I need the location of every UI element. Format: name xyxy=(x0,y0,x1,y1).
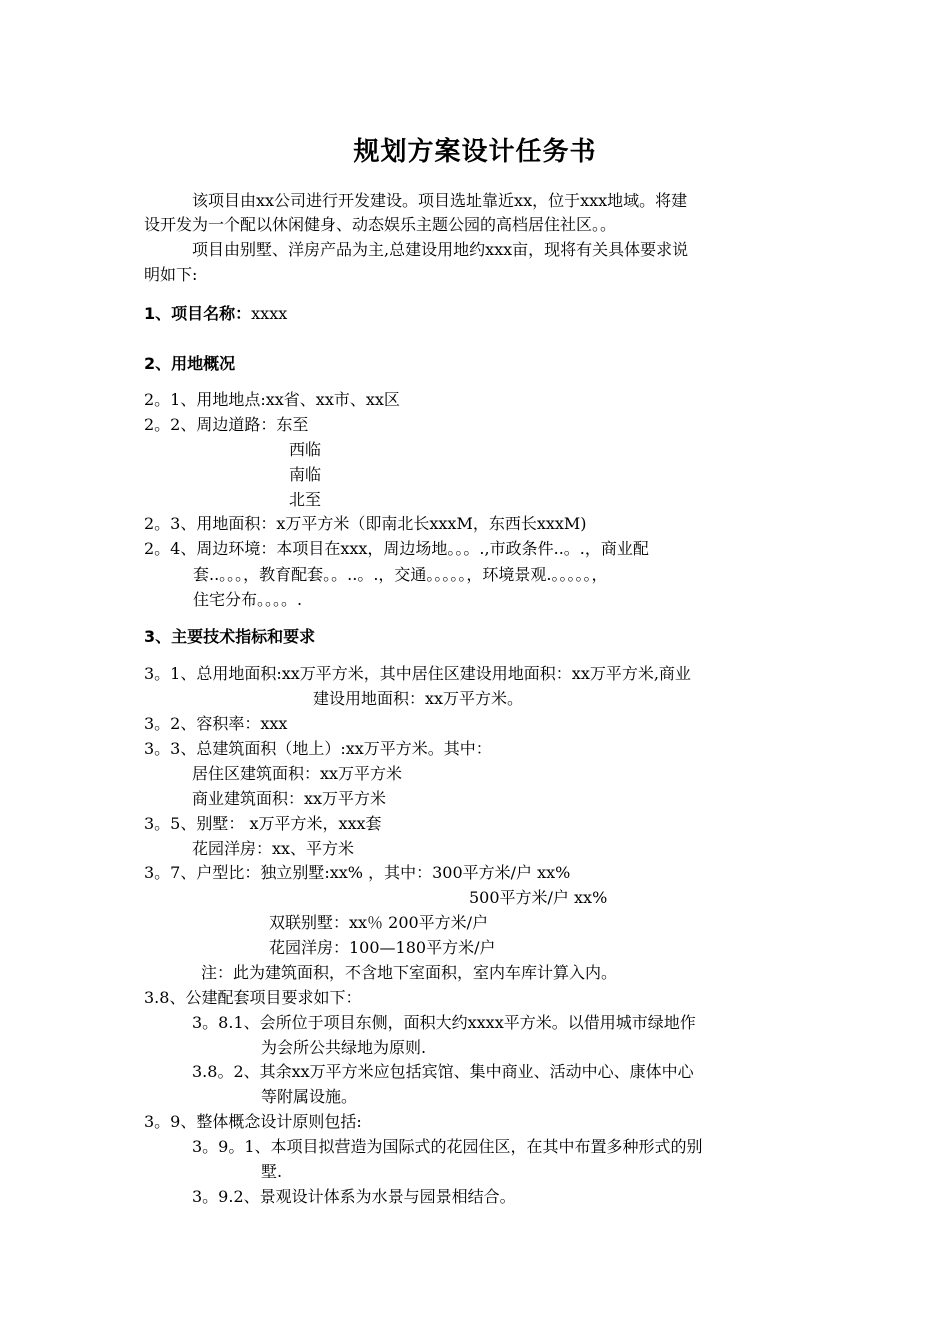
public-facilities: 3.8、公建配套项目要求如下： xyxy=(144,988,362,1007)
total-land-area: 3。1、总用地面积:xx万平方米，其中居住区建设用地面积：xx万平方米,商业 xyxy=(144,664,691,683)
road-north: 北至 xyxy=(289,490,322,509)
road-south: 南临 xyxy=(289,465,322,484)
land-location: 2。1、用地地点:xx省、xx市、xx区 xyxy=(144,390,400,409)
surrounding-environment-cont: 套..。。。，教育配套。。..。.，交通。。。。。，环境景观.。。。。。， xyxy=(193,565,608,584)
project-name-value: xxxx xyxy=(251,304,288,323)
design-principle-1-cont: 墅. xyxy=(261,1162,283,1181)
section-1-label: 1、项目名称： xyxy=(144,304,252,323)
villa-area: 3。5、别墅： x万平方米，xxx套 xyxy=(144,814,382,833)
unit-ratio-cont: 500平方米/户 xx% xyxy=(469,888,608,907)
unit-ratio: 3。7、户型比：独立别墅:xx% ，其中：300平方米/户 xx% xyxy=(144,863,571,882)
section-2-heading: 2、用地概况 xyxy=(144,354,236,373)
other-facilities-cont: 等附属设施。 xyxy=(261,1087,358,1106)
surrounding-environment-cont: 住宅分布。。。。. xyxy=(193,590,303,609)
area-note: 注：此为建筑面积，不含地下室面积，室内车库计算入内。 xyxy=(201,963,618,982)
surrounding-roads: 2。2、周边道路：东至 xyxy=(144,415,309,434)
semi-detached-villa: 双联别墅：xx％ 200平方米/户 xyxy=(269,913,489,932)
land-area: 2。3、用地面积：x万平方米（即南北长xxxM，东西长xxxM) xyxy=(144,514,587,533)
design-principle-2: 3。9.2、景观设计体系为水景与园景相结合。 xyxy=(192,1187,516,1206)
garden-house-unit: 花园洋房：100—180平方米/户 xyxy=(269,938,496,957)
intro-line: 项目由别墅、洋房产品为主,总建设用地约xxx亩，现将有关具体要求说 xyxy=(192,240,689,259)
total-land-area-cont: 建设用地面积：xx万平方米。 xyxy=(313,689,524,708)
clubhouse-requirement: 3。8.1、会所位于项目东侧，面积大约xxxx平方米。以借用城市绿地作 xyxy=(192,1013,696,1032)
plot-ratio: 3。2、容积率：xxx xyxy=(144,714,288,733)
section-3-heading: 3、主要技术指标和要求 xyxy=(144,627,316,646)
design-principle-1: 3。9。1、本项目拟营造为国际式的花园住区，在其中布置多种形式的别 xyxy=(192,1137,703,1156)
residential-floor-area: 居住区建筑面积：xx万平方米 xyxy=(192,764,403,783)
surrounding-environment: 2。4、周边环境：本项目在xxx，周边场地。。。.,市政条件..。.，商业配 xyxy=(144,539,649,558)
design-principles: 3。9、整体概念设计原则包括: xyxy=(144,1112,362,1131)
intro-line: 明如下: xyxy=(144,265,198,284)
clubhouse-requirement-cont: 为会所公共绿地为原则. xyxy=(261,1038,427,1057)
intro-line: 该项目由xx公司进行开发建设。项目选址靠近xx，位于xxx地域。将建 xyxy=(192,191,688,210)
road-west: 西临 xyxy=(289,440,322,459)
section-1-heading xyxy=(144,302,287,326)
intro-line: 设开发为一个配以休闲健身、动态娱乐主题公园的高档居住社区。。 xyxy=(144,215,617,234)
other-facilities: 3.8。2、其余xx万平方米应包括宾馆、集中商业、活动中心、康体中心 xyxy=(192,1062,694,1081)
garden-house-area: 花园洋房：xx、平方米 xyxy=(192,839,355,858)
total-floor-area: 3。3、总建筑面积（地上）:xx万平方米。其中： xyxy=(144,739,492,758)
commercial-floor-area: 商业建筑面积：xx万平方米 xyxy=(192,789,387,808)
document-title: 规划方案设计任务书 xyxy=(353,137,597,167)
